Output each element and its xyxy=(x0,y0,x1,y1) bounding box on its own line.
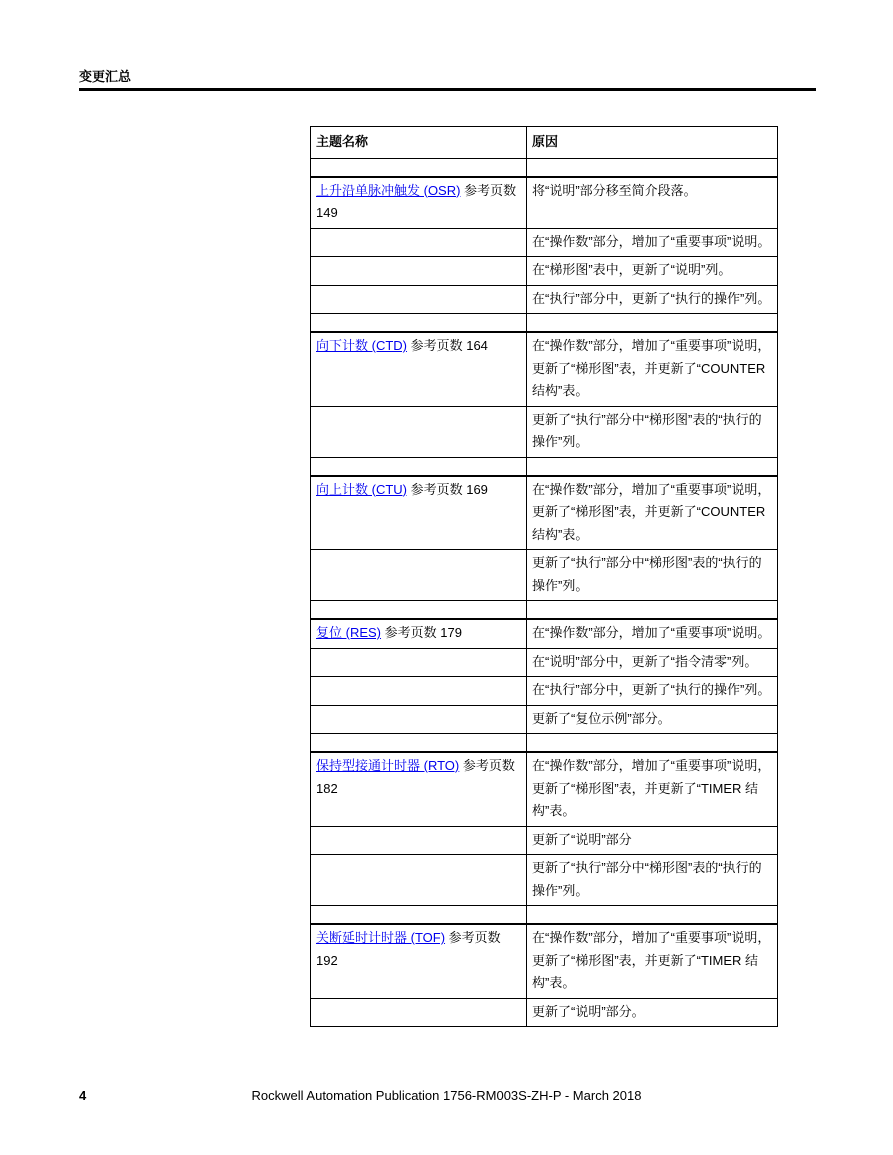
table-row xyxy=(311,705,778,734)
spacer-row xyxy=(311,314,778,333)
spacer-row xyxy=(311,601,778,620)
reason-cell: 更新了“说明”部分 xyxy=(527,826,778,855)
reason-cell: 在“操作数”部分，增加了“重要事项”说明，更新了“梯形图”表，并更新了“COUNTER 结构”表。 xyxy=(527,332,778,406)
reason-cell: 在“操作数”部分，增加了“重要事项”说明，更新了“梯形图”表，并更新了“TIMER 结构”表。 xyxy=(527,752,778,826)
topic-cell xyxy=(311,648,527,677)
spacer-row xyxy=(311,734,778,753)
topic-cell xyxy=(311,855,527,906)
reason-cell: 更新了“执行”部分中“梯形图”表的“执行的操作”列。 xyxy=(527,855,778,906)
reason-cell: 在“执行”部分中，更新了“执行的操作”列。 xyxy=(527,677,778,706)
table-row xyxy=(311,752,778,826)
page-number: 4 xyxy=(79,1088,87,1103)
spacer-row xyxy=(311,906,778,925)
reason-cell: 在“说明”部分中，更新了“指令清零”列。 xyxy=(527,648,778,677)
topic-link[interactable]: 向下计数 (CTD) xyxy=(316,338,407,353)
reason-cell: 在“操作数”部分，增加了“重要事项”说明，更新了“梯形图”表，并更新了“COUNTER 结构”表。 xyxy=(527,476,778,550)
topic-cell xyxy=(311,257,527,286)
topic-link[interactable]: 向上计数 (CTU) xyxy=(316,481,407,497)
topic-link[interactable]: 保持型接通计时器 (RTO) xyxy=(316,758,460,773)
table-row xyxy=(311,228,778,257)
table-row xyxy=(311,476,778,550)
topic-page-reference: 参考页数 192 xyxy=(316,930,501,968)
reason-cell: 在“操作数”部分，增加了“重要事项”说明，更新了“梯形图”表，并更新了“TIMER 结构”表。 xyxy=(527,924,778,998)
table-row xyxy=(311,619,778,648)
topic-link[interactable]: 上升沿单脉冲触发 (OSR) xyxy=(316,182,461,198)
change-summary-table xyxy=(310,126,778,1027)
topic-cell xyxy=(311,998,527,1027)
topic-page-reference: 参考页数 182 xyxy=(316,758,515,796)
reason-cell: 更新了“说明”部分。 xyxy=(527,998,778,1027)
table-row xyxy=(311,924,778,998)
topic-cell xyxy=(311,677,527,706)
topic-cell xyxy=(311,550,527,601)
table-row xyxy=(311,406,778,457)
table-row xyxy=(311,648,778,677)
reason-cell: 在“操作数”部分，增加了“重要事项”说明。 xyxy=(527,619,778,648)
table-row xyxy=(311,550,778,601)
reason-cell: 更新了“复位示例”部分。 xyxy=(527,705,778,734)
table-row xyxy=(311,257,778,286)
reason-cell: 将“说明”部分移至简介段落。 xyxy=(527,177,778,229)
topic-cell xyxy=(311,705,527,734)
header-divider xyxy=(79,88,816,91)
topic-cell xyxy=(311,228,527,257)
reason-cell: 在“执行”部分中，更新了“执行的操作”列。 xyxy=(527,285,778,314)
spacer-row xyxy=(311,158,778,177)
topic-cell xyxy=(311,177,527,229)
column-header-reason: 原因 xyxy=(527,127,778,159)
topic-cell xyxy=(311,285,527,314)
table-row xyxy=(311,855,778,906)
topic-cell xyxy=(311,752,527,826)
column-header-topic: 主题名称 xyxy=(311,127,527,159)
topic-page-reference: 参考页数 179 xyxy=(381,625,462,640)
section-title: 变更汇总 xyxy=(79,69,132,84)
topic-cell xyxy=(311,332,527,406)
reason-cell: 在“梯形图”表中，更新了“说明”列。 xyxy=(527,257,778,286)
topic-page-reference: 参考页数 164 xyxy=(407,338,488,353)
topic-link[interactable]: 复位 (RES) xyxy=(316,625,382,640)
table-header-row xyxy=(311,127,778,159)
topic-link[interactable]: 关断延时计时器 (TOF) xyxy=(316,930,446,945)
reason-cell: 更新了“执行”部分中“梯形图”表的“执行的操作”列。 xyxy=(527,550,778,601)
topic-page-reference: 参考页数 169 xyxy=(407,481,488,497)
topic-cell xyxy=(311,406,527,457)
topic-cell xyxy=(311,826,527,855)
topic-page-reference: 参考页数 149 xyxy=(316,182,517,220)
table-row xyxy=(311,826,778,855)
table-row xyxy=(311,177,778,229)
topic-cell xyxy=(311,619,527,648)
table-row xyxy=(311,332,778,406)
topic-cell xyxy=(311,476,527,550)
table-row xyxy=(311,285,778,314)
table-row xyxy=(311,677,778,706)
reason-cell: 在“操作数”部分，增加了“重要事项”说明。 xyxy=(527,228,778,257)
spacer-row xyxy=(311,457,778,476)
publication-info: Rockwell Automation Publication 1756-RM003S-ZH-P - March 2018 xyxy=(251,1088,642,1103)
reason-cell: 更新了“执行”部分中“梯形图”表的“执行的操作”列。 xyxy=(527,406,778,457)
table-row xyxy=(311,998,778,1027)
topic-cell xyxy=(311,924,527,998)
